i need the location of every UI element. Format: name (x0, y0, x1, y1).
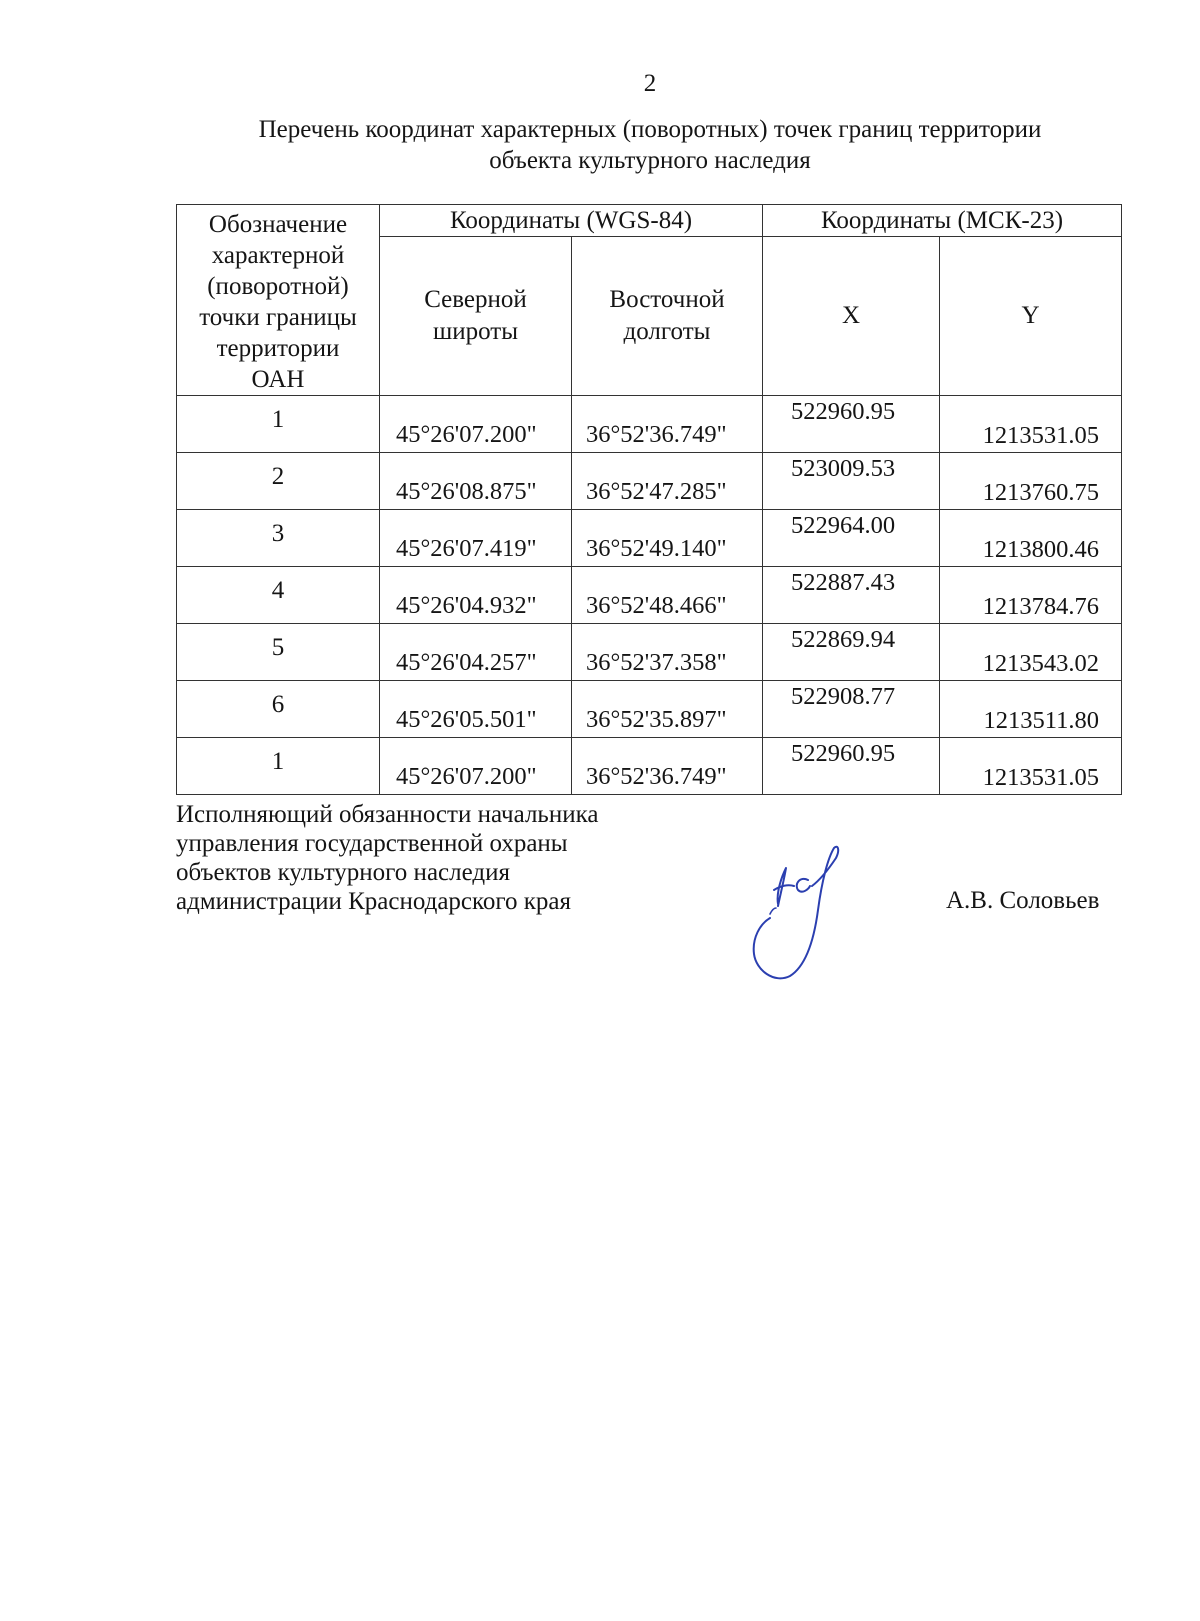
header-wgs84: Координаты (WGS-84) (380, 205, 763, 237)
header-x: X (763, 237, 940, 396)
table-row (177, 624, 1122, 681)
cell-y: 1213531.05 (940, 738, 1122, 795)
cell-longitude: 36°52'49.140" (572, 510, 763, 567)
cell-x: 522960.95 (763, 396, 940, 453)
cell-longitude: 36°52'35.897" (572, 681, 763, 738)
table-row (177, 396, 1122, 453)
position-line: Исполняющий обязанности начальника (176, 801, 599, 828)
header-y: Y (940, 237, 1122, 396)
cell-point: 3 (177, 510, 380, 567)
cell-x: 522887.43 (763, 567, 940, 624)
cell-x: 523009.53 (763, 453, 940, 510)
document-title (170, 114, 1130, 176)
header-point-designation (177, 205, 380, 396)
table-row (177, 510, 1122, 567)
position-line: управления государственной охраны (176, 830, 568, 857)
header-line: Восточной (609, 286, 725, 313)
header-east-longitude (572, 237, 763, 396)
cell-latitude: 45°26'05.501" (380, 681, 572, 738)
header-line: Обозначение (208, 211, 348, 238)
cell-latitude: 45°26'04.257" (380, 624, 572, 681)
position-line: администрации Краснодарского края (176, 888, 572, 915)
page-number: 2 (643, 70, 657, 97)
title-line: объекта культурного наследия (489, 147, 811, 174)
header-north-latitude (380, 237, 572, 396)
header-line: ОАН (251, 366, 305, 393)
cell-longitude: 36°52'37.358" (572, 624, 763, 681)
cell-point: 1 (177, 396, 380, 453)
cell-y: 1213511.80 (940, 681, 1122, 738)
cell-longitude: 36°52'48.466" (572, 567, 763, 624)
cell-longitude: 36°52'47.285" (572, 453, 763, 510)
coordinates-table (176, 204, 1122, 795)
cell-y: 1213800.46 (940, 510, 1122, 567)
cell-y: 1213784.76 (940, 567, 1122, 624)
header-line: широты (432, 318, 519, 345)
signatory-name: А.В. Соловьев (946, 887, 1100, 914)
header-line: (поворотной) (207, 273, 349, 300)
table-row (177, 738, 1122, 795)
header-line: территории (216, 335, 340, 362)
cell-latitude: 45°26'08.875" (380, 453, 572, 510)
cell-y: 1213760.75 (940, 453, 1122, 510)
cell-point: 6 (177, 681, 380, 738)
cell-latitude: 45°26'07.200" (380, 396, 572, 453)
cell-longitude: 36°52'36.749" (572, 738, 763, 795)
cell-longitude: 36°52'36.749" (572, 396, 763, 453)
header-msk23: Координаты (МСК-23) (763, 205, 1122, 237)
header-line: характерной (211, 242, 345, 269)
signatory-position (176, 800, 598, 916)
table-row (177, 567, 1122, 624)
position-line: объектов культурного наследия (176, 859, 510, 886)
cell-x: 522869.94 (763, 624, 940, 681)
cell-point: 2 (177, 453, 380, 510)
cell-x: 522908.77 (763, 681, 940, 738)
cell-y: 1213543.02 (940, 624, 1122, 681)
cell-latitude: 45°26'04.932" (380, 567, 572, 624)
cell-latitude: 45°26'07.419" (380, 510, 572, 567)
cell-point: 4 (177, 567, 380, 624)
table-row (177, 453, 1122, 510)
header-line: долготы (623, 318, 711, 345)
cell-y: 1213531.05 (940, 396, 1122, 453)
cell-point: 5 (177, 624, 380, 681)
cell-latitude: 45°26'07.200" (380, 738, 572, 795)
header-line: точки границы (199, 304, 357, 331)
header-line: Северной (424, 286, 527, 313)
cell-x: 522960.95 (763, 738, 940, 795)
table-row (177, 681, 1122, 738)
handwritten-signature (750, 840, 870, 1000)
title-line: Перечень координат характерных (поворотных) точек границ территории (258, 116, 1042, 143)
cell-x: 522964.00 (763, 510, 940, 567)
cell-point: 1 (177, 738, 380, 795)
